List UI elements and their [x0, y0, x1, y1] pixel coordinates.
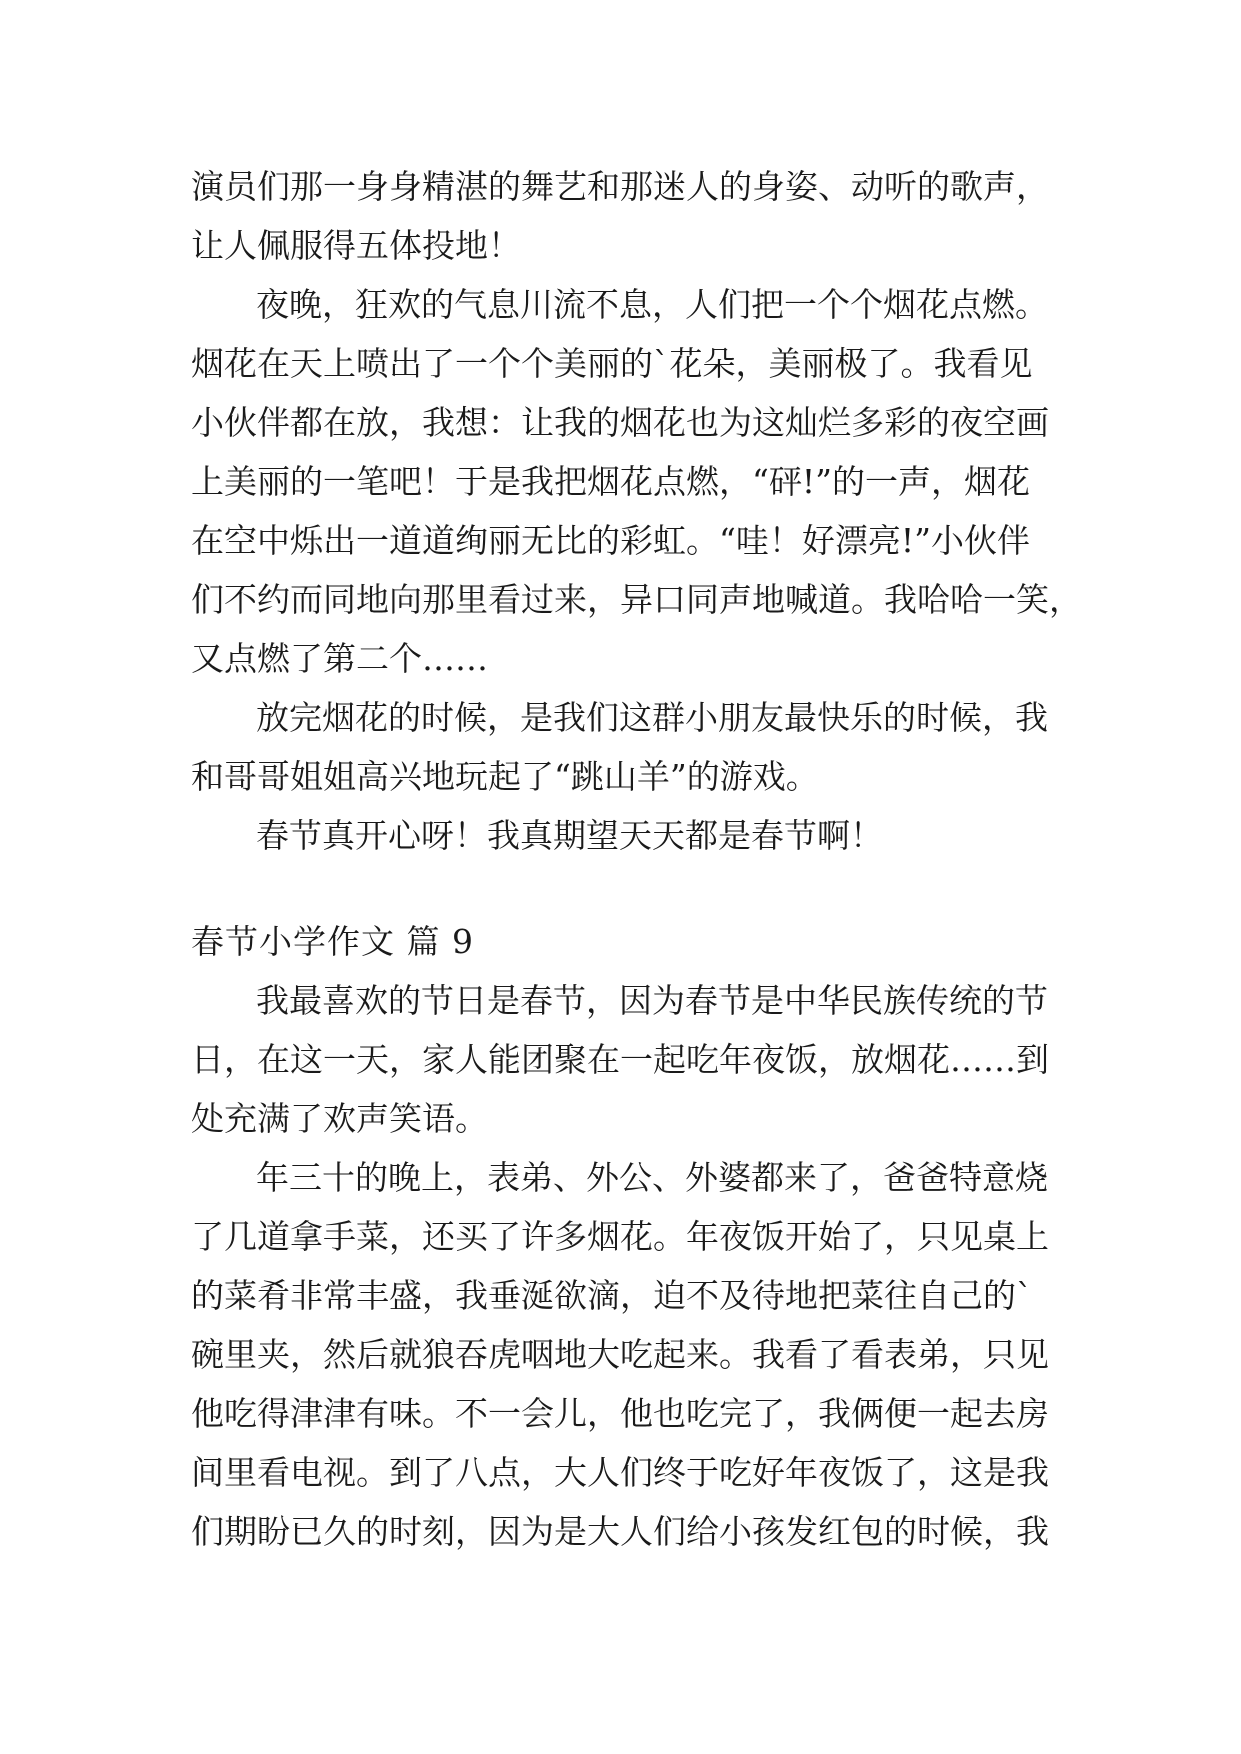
text-line: 上美丽的一笔吧！于是我把烟花点燃，“砰!”的一声，烟花 [191, 462, 1031, 501]
text-line: 的菜肴非常丰盛，我垂涎欲滴，迫不及待地把菜往自己的` [191, 1276, 1033, 1315]
text-line: 小伙伴都在放，我想：让我的烟花也为这灿烂多彩的夜空画 [191, 403, 1049, 442]
text-line: 们期盼已久的时刻，因为是大人们给小孩发红包的时候，我 [191, 1512, 1049, 1551]
text-line: 又点燃了第二个…… [191, 639, 488, 678]
text-line: 间里看电视。到了八点，大人们终于吃好年夜饭了，这是我 [191, 1453, 1049, 1492]
paragraph-start-line: 夜晚，狂欢的气息川流不息，人们把一个个烟花点燃。 [256, 285, 1048, 324]
paragraph-start-line: 年三十的晚上，表弟、外公、外婆都来了，爸爸特意烧 [256, 1158, 1048, 1197]
text-line: 让人佩服得五体投地！ [191, 226, 521, 265]
text-line: 在空中烁出一道道绚丽无比的彩虹。“哇！好漂亮!”小伙伴 [191, 521, 1031, 560]
text-line: 他吃得津津有味。不一会儿，他也吃完了，我俩便一起去房 [191, 1394, 1049, 1433]
paragraph-start-line: 我最喜欢的节日是春节，因为春节是中华民族传统的节 [256, 981, 1048, 1020]
text-line: 日，在这一天，家人能团聚在一起吃年夜饭，放烟花……到 [191, 1040, 1049, 1079]
text-line: 处充满了欢声笑语。 [191, 1099, 488, 1138]
text-line: 碗里夹，然后就狼吞虎咽地大吃起来。我看了看表弟，只见 [191, 1335, 1049, 1374]
section-heading: 春节小学作文 篇 9 [191, 922, 474, 961]
paragraph-start-line: 春节真开心呀！我真期望天天都是春节啊！ [256, 816, 883, 855]
text-line: 们不约而同地向那里看过来，异口同声地喊道。我哈哈一笑， [191, 580, 1082, 619]
text-line: 烟花在天上喷出了一个个美丽的`花朵，美丽极了。我看见 [191, 344, 1033, 383]
text-line: 演员们那一身身精湛的舞艺和那迷人的身姿、动听的歌声， [191, 167, 1049, 206]
text-line: 了几道拿手菜，还买了许多烟花。年夜饭开始了，只见桌上 [191, 1217, 1049, 1256]
paragraph-start-line: 放完烟花的时候，是我们这群小朋友最快乐的时候，我 [256, 698, 1048, 737]
text-line: 和哥哥姐姐高兴地玩起了“跳山羊”的游戏。 [191, 757, 819, 796]
